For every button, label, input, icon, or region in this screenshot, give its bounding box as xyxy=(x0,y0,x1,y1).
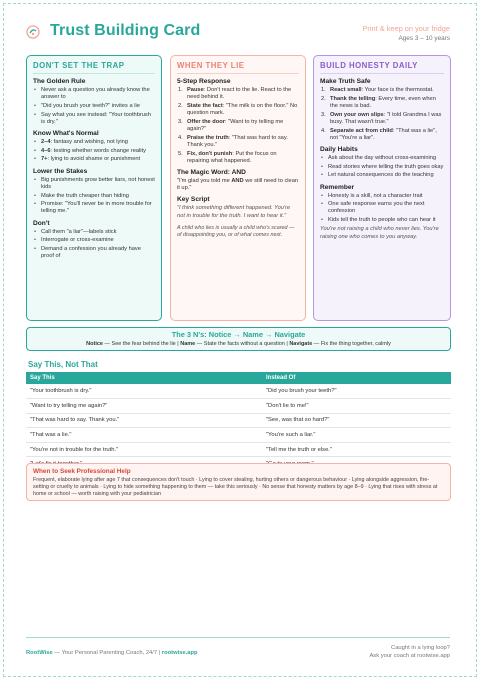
footer xyxy=(26,637,450,659)
habits-list xyxy=(320,155,444,180)
column-title: BUILD HONESTY DAILY xyxy=(320,61,444,74)
stakes-list xyxy=(33,177,155,216)
column-header: Say This xyxy=(26,372,262,384)
list-item: 2. Thank the telling: Every time, even when the news is bad. xyxy=(321,95,436,109)
footer-brand: RootWise — Your Personal Parenting Coach, 24/7 | rootwise.app xyxy=(26,650,198,656)
section-heading: Remember xyxy=(320,183,355,191)
column-header: Instead Of xyxy=(262,372,451,384)
table-header-row xyxy=(26,372,451,384)
list-item: • Honesty is a skill, not a character trait xyxy=(320,193,444,200)
magic-word-text: "I'm glad you told me AND we still need to clean it up." xyxy=(177,178,299,192)
key-script-note: A child who lies is usually a child who's scared — of disappointing you, or of what comes next. xyxy=(177,224,295,239)
section-heading: The Golden Rule xyxy=(33,78,86,85)
list-item: • Say what you see instead: "Your toothbrush is dry." xyxy=(33,112,155,126)
footer-site-link[interactable]: rootwise.app xyxy=(161,650,198,656)
section-heading: The Magic Word: AND xyxy=(177,169,246,177)
section-heading: Daily Habits xyxy=(320,145,358,153)
list-item: • Read stories where telling the truth goes okay xyxy=(320,164,444,171)
list-item: • Make the truth cheaper than hiding xyxy=(33,193,155,200)
table-row xyxy=(26,413,451,428)
list-item: • Kids tell the truth to people who can hear it xyxy=(320,217,444,224)
say-this-heading: Say This, Not That xyxy=(28,360,98,369)
column-title: WHEN THEY LIE xyxy=(177,61,299,74)
table-cell: "You're not in trouble for the truth." xyxy=(26,442,262,457)
list-item: • One safe response earns you the next confession xyxy=(320,201,444,215)
list-item: 1. Pause: Don't react to the lie. React to the need behind it. xyxy=(178,87,292,101)
list-item: • 4–6: testing whether words change reality xyxy=(33,148,155,155)
page-title: Trust Building Card xyxy=(50,22,201,39)
help-text: Frequent, elaborate lying after age 7 that consequences don't touch · Lying to cover stealing, hurting others or dangerous behaviour · Lying alongside aggression, fire-setting or cruelty to animals · Lying to hide something happening to them — take this seriously · No sense that honesty matters by age 8–9 · Lying that rises with stress at home or school — worth raising with your pediatrician xyxy=(33,477,438,497)
section-heading: Lower the Stakes xyxy=(33,167,88,175)
list-item: 1. React small: Your face is the thermostat. xyxy=(321,87,434,93)
header-meta xyxy=(362,24,450,42)
list-item: 5. Fix, don't punish: Put the focus on repairing what happened. xyxy=(178,150,277,164)
table-cell: "That was hard to say. Thank you." xyxy=(26,413,262,428)
golden-rule-list xyxy=(33,87,155,126)
column-build-honesty xyxy=(313,55,451,321)
key-script-quote: "I think something different happened. You're not in trouble for the truth. I want to hear it." xyxy=(177,205,291,219)
three-ns-description: Notice — See the fear behind the lie | Name — State the facts without a question | Navigate — Fix the thing together, calmly xyxy=(86,341,391,347)
print-note: Print & keep on your fridge xyxy=(362,24,450,33)
table-cell: "That was a lie." xyxy=(26,428,262,443)
list-item: 2. State the fact: "The milk is on the floor." No question mark. xyxy=(178,102,298,117)
list-item: • Never ask a question you already know the answer to xyxy=(33,87,155,101)
list-item: • 7+: lying to avoid shame or punishment xyxy=(33,156,155,163)
list-item: 3. Own your own slips: "I told Grandma I was busy. That wasn't true." xyxy=(321,111,442,125)
list-item: • Big punishments grow better liars, not honest kids xyxy=(33,177,155,191)
list-item: 4. Separate act from child: "That was a lie", not "You're a liar". xyxy=(321,127,437,141)
footer-cta xyxy=(369,644,450,660)
table-row xyxy=(26,399,451,414)
column-when-they-lie xyxy=(170,55,306,321)
list-item: • Interrogate or cross-examine xyxy=(33,237,155,244)
footer-cta-line: Ask your coach at rootwise.app xyxy=(369,653,450,659)
say-this-table xyxy=(26,372,451,472)
safe-list xyxy=(320,87,444,142)
table-cell: "Did you brush your teeth?" xyxy=(262,384,451,399)
footer-cta-line: Caught in a lying loop? xyxy=(391,645,450,651)
closing-note: You're not raising a child who never lies. You're raising one who comes to you anyway. xyxy=(320,226,439,240)
normal-list xyxy=(33,139,155,164)
section-heading: Make Truth Safe xyxy=(320,78,371,85)
professional-help-box xyxy=(26,463,451,501)
table-row xyxy=(26,442,451,457)
list-item: • "Did you brush your teeth?" invites a lie xyxy=(33,103,155,110)
dont-list xyxy=(33,229,155,261)
section-heading: Key Script xyxy=(177,196,210,204)
table-row xyxy=(26,384,451,399)
table-cell: "See, was that so hard?" xyxy=(262,413,451,428)
table-row xyxy=(26,428,451,443)
list-item: • Call them "a liar"—labels stick xyxy=(33,229,155,236)
column-dont-set-trap xyxy=(26,55,162,321)
logo-icon xyxy=(26,25,40,39)
list-item: • Ask about the day without cross-examining xyxy=(320,155,444,162)
header xyxy=(26,22,450,46)
section-heading: 5-Step Response xyxy=(177,78,231,85)
section-heading: Know What's Normal xyxy=(33,130,99,138)
list-item: • Demand a confession you already have proof of xyxy=(33,246,155,260)
list-item: • Promise: "You'll never be in more trouble for telling me." xyxy=(33,201,155,215)
list-item: • Let natural consequences do the teaching xyxy=(320,172,444,179)
help-heading: When to Seek Professional Help xyxy=(33,468,131,475)
section-heading: Don't xyxy=(33,219,50,227)
list-item: 3. Offer the door: "Want to try telling me again?" xyxy=(178,118,284,133)
table-cell: "Don't lie to me!" xyxy=(262,399,451,414)
list-item: 4. Praise the truth: "That was hard to say. Thank you." xyxy=(178,134,288,148)
three-ns-banner xyxy=(26,327,451,351)
age-range: Ages 3 – 10 years xyxy=(398,35,450,42)
table-cell: "Tell me the truth or else." xyxy=(262,442,451,457)
table-cell: "Want to try telling me again?" xyxy=(26,399,262,414)
table-cell: "You're such a liar." xyxy=(262,428,451,443)
three-ns-title: The 3 N's: Notice → Name → Navigate xyxy=(171,330,306,339)
list-item: • 2–4: fantasy and wishing, not lying xyxy=(33,139,155,146)
remember-list xyxy=(320,193,444,225)
steps-list xyxy=(177,87,299,165)
column-title: DON'T SET THE TRAP xyxy=(33,61,155,74)
table-cell: "Your toothbrush is dry." xyxy=(26,384,262,399)
